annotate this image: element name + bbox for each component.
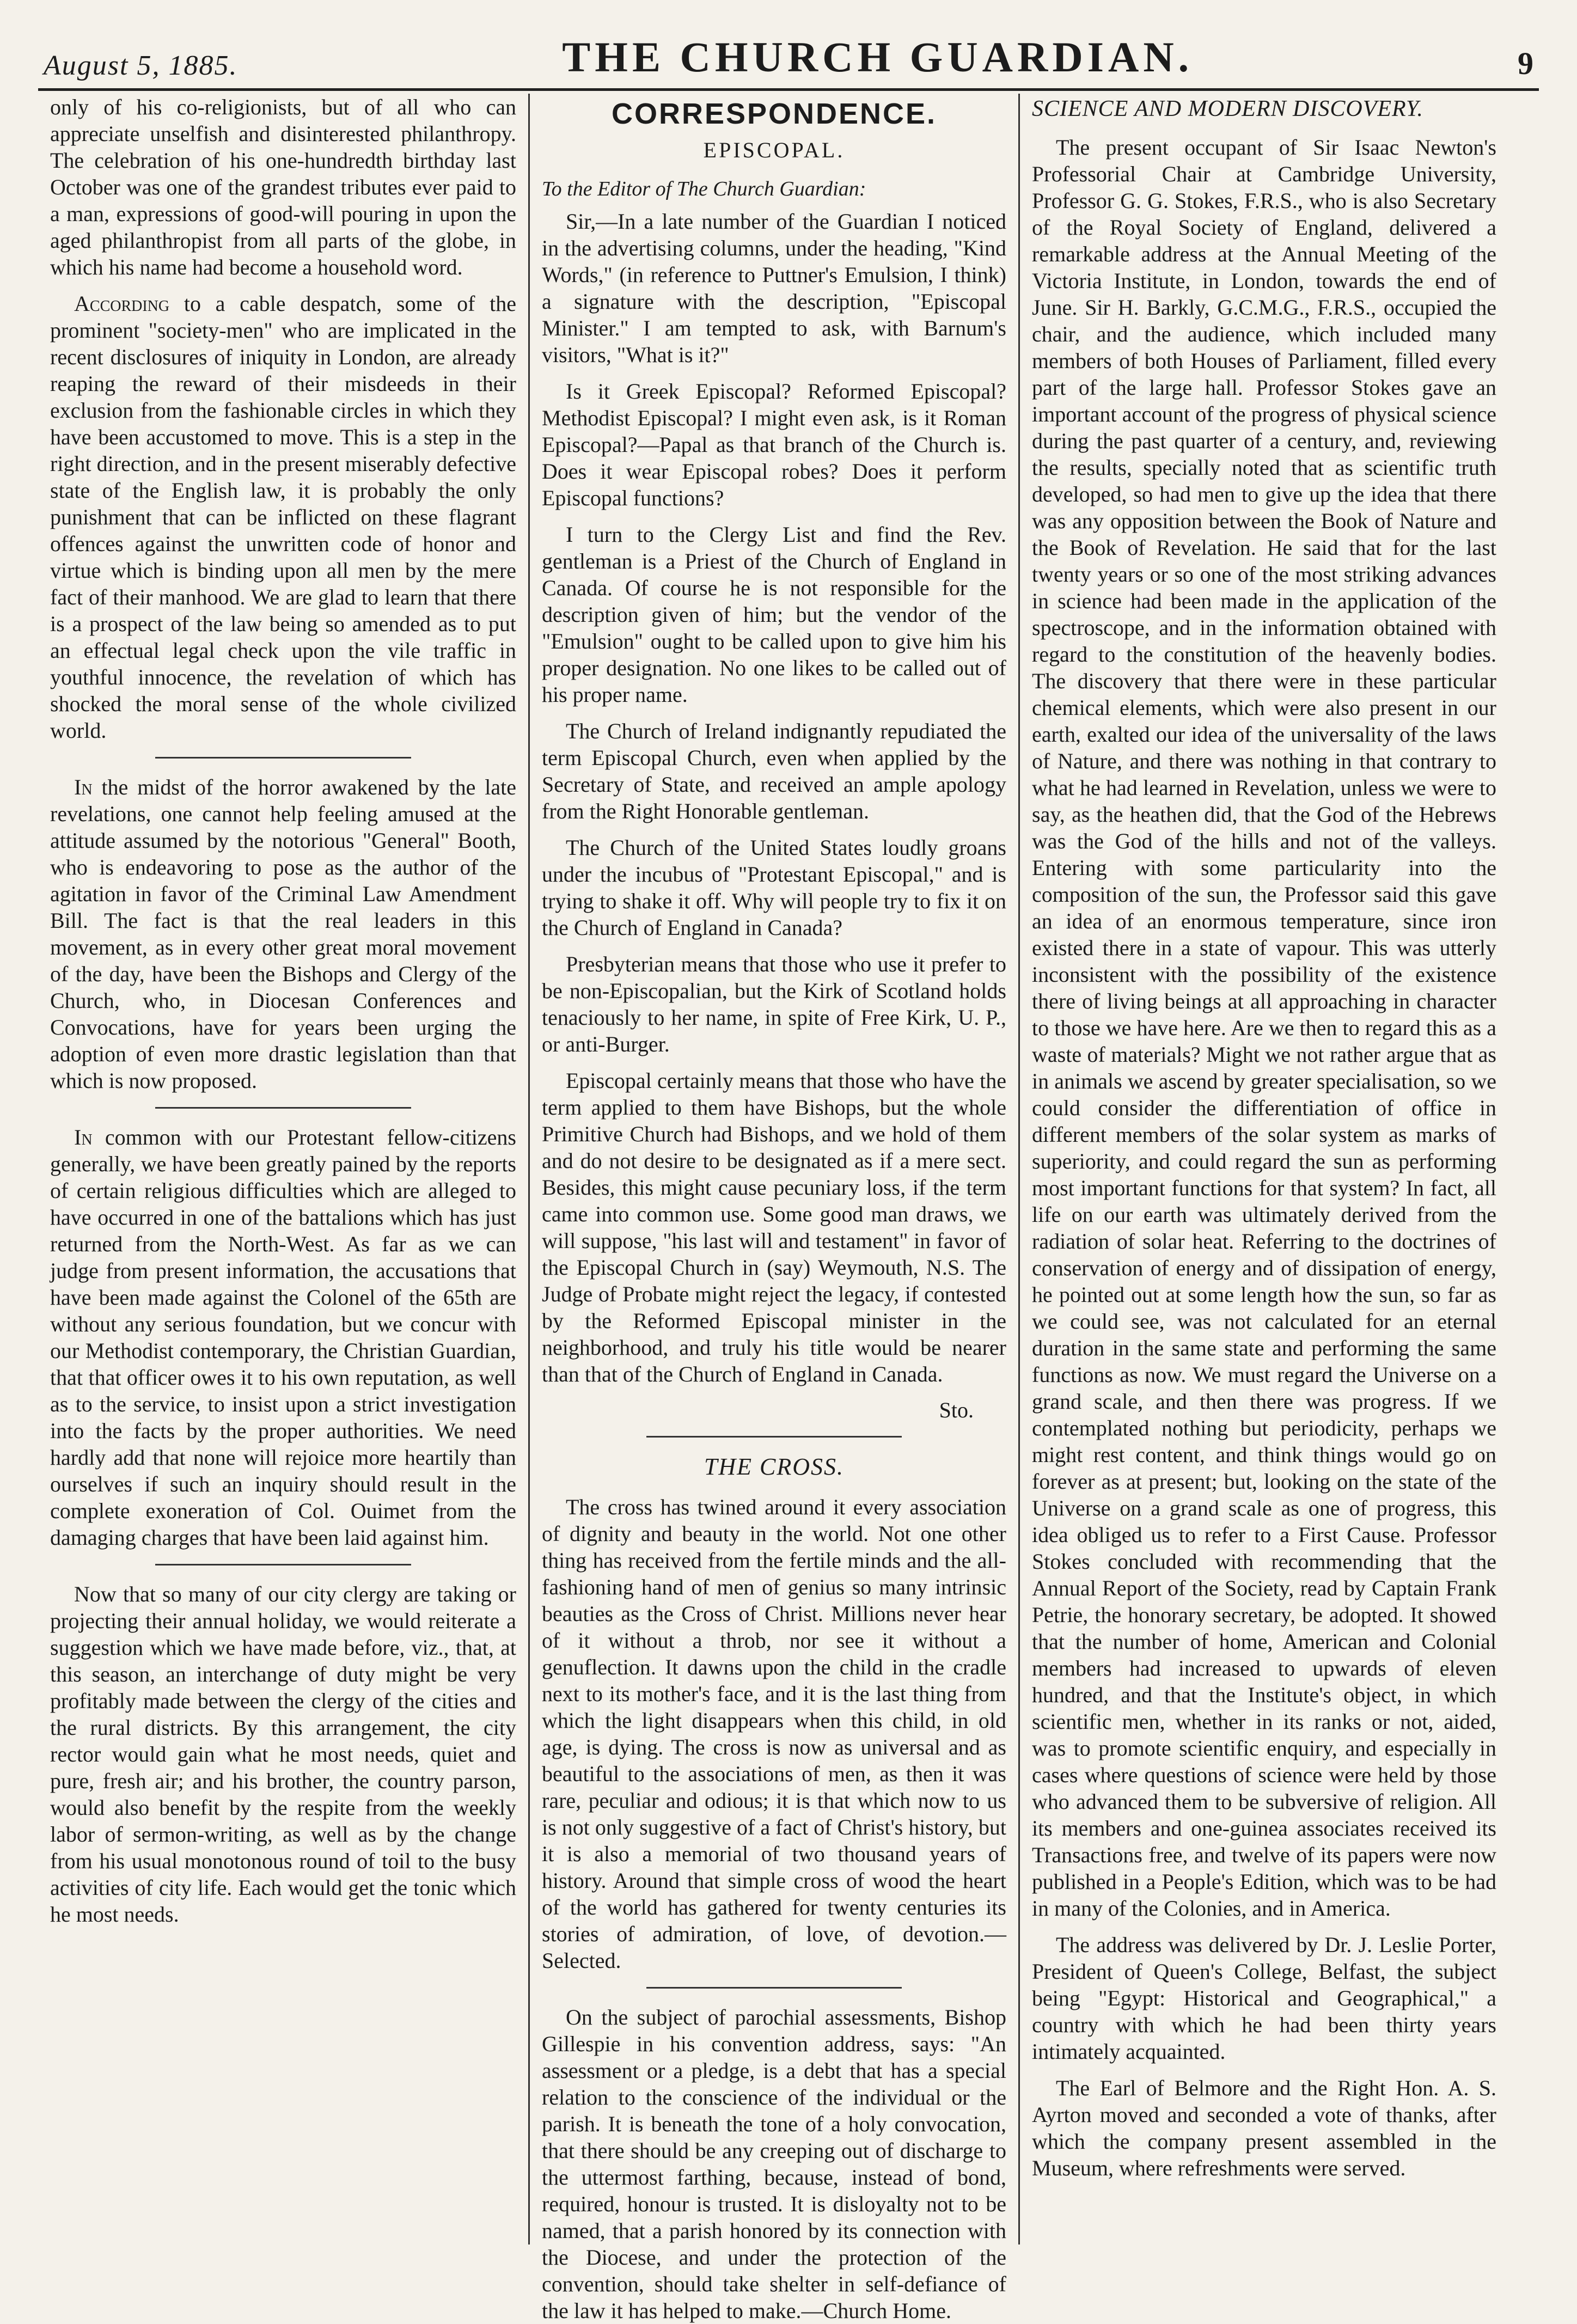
section-heading: CORRESPONDENCE. — [611, 97, 937, 130]
paragraph: The Earl of Belmore and the Right Hon. A. S. Ayrton moved and seconded a vote of thanks, after which the company present assembled in the Museum, where refreshments were served. — [1032, 2076, 1496, 2180]
letter-title: EPISCOPAL. — [703, 138, 845, 162]
newspaper-page — [38, 22, 1539, 2323]
column-science — [1018, 94, 1508, 2245]
paragraph: The cross has twined around it every association of dignity and beauty in the world. Not one other thing has received from the fertile minds and the all-fashioning hand of men of genius so many intrinsic beauties as the Cross of Christ. Millions never hear of it without a throb, nor see it without a genuflection. It dawns upon the child in the cradle next to its mother's face, and it is the last thing from which the light disappears when this child, in old age, is dying. The cross is now as universal and as beautiful to the associations of men, as then it was rare, peculiar and odious; it is that which now to us is not only suggestive of a fact of Christ's history, but it is also a memorial of two thousand years of history. Around that simple cross of wood the heart of the world has gathered for twenty centuries its stories of admiration, of love, of devotion.—Selected. — [542, 1495, 1006, 1973]
page-number: 9 — [1518, 46, 1533, 81]
paragraph: Now that so many of our city clergy are taking or projecting their annual holiday, we would reiterate a suggestion which we have made before, viz., that, at this season, an interchange of duty might be very profitably made between the clergy of the cities and the rural districts. By this arrangement, the city rector would gain what he most needs, quiet and pure, fresh air; and his brother, the country parson, would also benefit by the respite from the weekly labor of sermon-writing, as well as by the change from his usual monotonous round of toil to the busy activities of city life. Each would get the tonic which he most needs. — [50, 1582, 516, 1927]
lead-word: In — [74, 775, 93, 799]
paragraph: Is it Greek Episcopal? Reformed Episcopal? Methodist Episcopal? I might even ask, is it Roman Episcopal?—Papal as that branch of the Church is. Does it wear Episcopal robes? Does it perform Episcopal functions? — [542, 379, 1006, 510]
lead-word: According — [74, 291, 170, 316]
paragraph: The present occupant of Sir Isaac Newton's Professorial Chair at Cambridge University, Professor G. G. Stokes, F.R.S., who is also Secretary of the Royal Society of England, delivered a remarkable address at the Annual Meeting of the Victoria Institute, in London, towards the end of June. Sir H. Barkly, G.C.M.G., F.R.S., occupied the chair, and the audience, which included many members of both Houses of Parliament, filled every part of the large hall. Professor Stokes gave an important account of the progress of physical science during the past quarter of a century, and, reviewing the results, specially noted that as scientific truth developed, so had men to give up the idea that there was any opposition between the Book of Nature and the Book of Revelation. He said that for the last twenty years or so one of the most striking advances in science had been made in the application of the spectroscope, and in the information obtained with regard to the constitution of the heavenly bodies. The discovery that there were in these particular chemical elements, which were also present in our earth, exalted our idea of the universality of the laws of Nature, and there was nothing in that contrary to what he had learned in Revelation, unless we were to say, as the heathen did, that the God of the Hebrews was the God of the hills and not of the valleys. Entering with some particularity into the composition of the sun, the Professor said this gave an idea of an enormous temperature, since iron existed there in a state of vapour. This was utterly inconsistent with the possibility of the existence there of living beings at all approaching in character to those we have here. Are we then to regard this as a waste of materials? Might we not rather argue that as in animals we ascend by greater specialisation, so we could consider the differentiation of office in different members of the solar system as marks of superiority, and could regard the sun as performing most important functions for that system? In fact, all life on our earth was ultimately derived from the radiation of solar heat. Referring to the doctrines of conservation of energy and of dissipation of energy, he pointed out at some length how the sun, so far as we could see, was not calculated for an eternal duration in the same state and performing the same functions as now. We must regard the Universe on a grand scale, and then there was progress. If we contemplated nothing but periodicity, perhaps we might rest content, and think things would go on forever as at present; but, looking on the state of the Universe on a grand scale as one of progress, this idea obliged us to refer to a First Cause. Professor Stokes concluded with recommending that the Annual Report of the Society, read by Captain Frank Petrie, the honorary secretary, be adopted. It showed that the number of home, American and Colonial members had increased to upwards of eleven hundred, and that the Institute's object, in which scientific men, whether in its ranks or not, aided, was to promote scientific enquiry, and especially in cases where questions of science were held by those who advanced them to be subversive of religion. All its members and one-guinea associates received its Transactions free, and twelve of its papers were now published in a People's Edition, which was to be had in many of the Colonies, and in America. — [1032, 135, 1496, 1921]
section-heading-cross: THE CROSS. — [704, 1453, 845, 1480]
paragraph: Episcopal certainly means that those who have the term applied to them have Bishops, but the whole Primitive Church had Bishops, and we hold of them and do not desire to be designated as if a mere sect. Besides, this might cause pecuniary loss, if the term came into common use. Some good man draws, we will suppose, "his last will and testament" in favor of the Episcopal Church in (say) Weymouth, N.S. The Judge of Probate might reject the legacy, if contested by the Reformed Episcopal minister in the neighborhood, and truly his title would be nearer than that of the Church of England in Canada. — [542, 1068, 1006, 1386]
divider — [155, 1564, 412, 1565]
paragraph: Sir,—In a late number of the Guardian I noticed in the advertising columns, under the heading, "Kind Words," (in reference to Puttner's Emulsion, I think) a signature with the description, "Episcopal Minister." I am tempted to ask, with Barnum's visitors, "What is it?" — [542, 209, 1006, 367]
paragraph — [50, 290, 516, 744]
paragraph: Presbyterian means that those who use it prefer to be non-Episcopalian, but the Kirk of Scotland holds tenaciously to her name, in spite of Free Kirk, U. P., or anti-Burger. — [542, 952, 1006, 1056]
paragraph-text: common with our Protestant fellow-citizens generally, we have been greatly pained by the reports of certain religious difficulties which are alleged to have occurred in one of the battalions which has just returned from the North-West. As far as we can judge from present information, the accusations that have been made against the Colonel of the 65th are without any serious foundation, but we concur with our Methodist contemporary, the Christian Guardian, that that officer owes it to his own reputation, as well as to the service, to insist upon a strict investigation into the facts by the proper authorities. We need hardly add that none will rejoice more heartily than ourselves if such an inquiry should result in the complete exoneration of Col. Ouimet from the damaging charges that have been laid against him. — [50, 1125, 516, 1550]
divider — [646, 1436, 902, 1438]
signature: Sto. — [939, 1398, 974, 1422]
paragraph — [50, 774, 516, 1094]
columns — [38, 94, 1539, 2323]
column-correspondence — [528, 94, 1018, 2323]
divider — [155, 1107, 412, 1109]
paragraph: On the subject of parochial assessments, Bishop Gillespie in his convention address, says: "An assessment or a pledge, is a debt that has a special relation to the conscience of the individual or the parish. It is beneath the tone of a holy convocation, that there should be any creeping out of discharge to the uttermost farthing, because, instead of bond, required, honour is trusted. It is disloyalty not to be named, that a parish honored by its connection with the Diocese, and under the protection of the convention, should take shelter in self-defiance of the law it has helped to make.—Church Home. — [542, 2005, 1006, 2323]
column-editorial — [38, 94, 528, 2245]
lead-word: In — [74, 1125, 93, 1149]
section-heading-science: SCIENCE AND MODERN DISCOVERY. — [1032, 96, 1423, 121]
divider — [646, 1987, 902, 1989]
paragraph: The address was delivered by Dr. J. Leslie Porter, President of Queen's College, Belfast, the subject being "Egypt: Historical and Geographical," a country with which he had been thirty years intimately acquainted. — [1032, 1932, 1496, 2064]
paragraph: The Church of Ireland indignantly repudiated the term Episcopal Church, even when applied by the Secretary of State, and received an ample apology from the Right Honorable gentleman. — [542, 719, 1006, 823]
paragraph: only of his co-religionists, but of all who can appreciate unselfish and disinterested philanthropy. The celebration of his one-hundredth birthday last October was one of the grandest tributes ever paid to a man, expressions of good-will pouring in upon the aged philanthropist from all parts of the globe, in which his name had become a household word. — [50, 95, 516, 279]
paragraph-text: to a cable despatch, some of the prominent "society-men" who are implicated in the recent disclosures of iniquity in London, are already reaping the reward of their misdeeds in their exclusion from the fashionable circles in which they have been accustomed to move. This is a step in the right direction, and in the present miserably defective state of the English law, it is probably the only punishment that can be inflicted on these flagrant offences against the unwritten code of honor and virtue which is binding upon all men by the mere fact of their manhood. We are glad to learn that there is a prospect of the law being so amended as to put an effectual legal check upon the vile traffic in youthful innocence, the revelation of which has shocked the moral sense of the whole civilized world. — [50, 291, 516, 743]
paragraph — [50, 1124, 516, 1551]
paragraph-text: the midst of the horror awakened by the late revelations, one cannot help feeling amused at the attitude assumed by the notorious "General" Booth, who is endeavoring to pose as the author of the agitation in favor of the Criminal Law Amendment Bill. The fact is that the real leaders in this movement, as in every other great moral movement of the day, have been the Bishops and Clergy of the Church, who, in Diocesan Conferences and Convocations, have for years been urging the adoption of even more drastic legislation than that which is now proposed. — [50, 775, 516, 1093]
issue-date: August 5, 1885. — [44, 50, 238, 81]
newspaper-title: THE CHURCH GUARDIAN. — [562, 33, 1194, 81]
addressee: To the Editor of The Church Guardian: — [542, 178, 866, 200]
masthead — [38, 22, 1539, 91]
paragraph: I turn to the Clergy List and find the Rev. gentleman is a Priest of the Church of England in Canada. Of course he is not responsible for the description given of him; but the vendor of the "Emulsion" ought to be called upon to give him his proper designation. No one likes to be called out of his proper name. — [542, 522, 1006, 707]
divider — [155, 757, 412, 759]
paragraph: The Church of the United States loudly groans under the incubus of "Protestant Episcopal," and is trying to shake it off. Why will people try to fix it on the Church of England in Canada? — [542, 835, 1006, 940]
